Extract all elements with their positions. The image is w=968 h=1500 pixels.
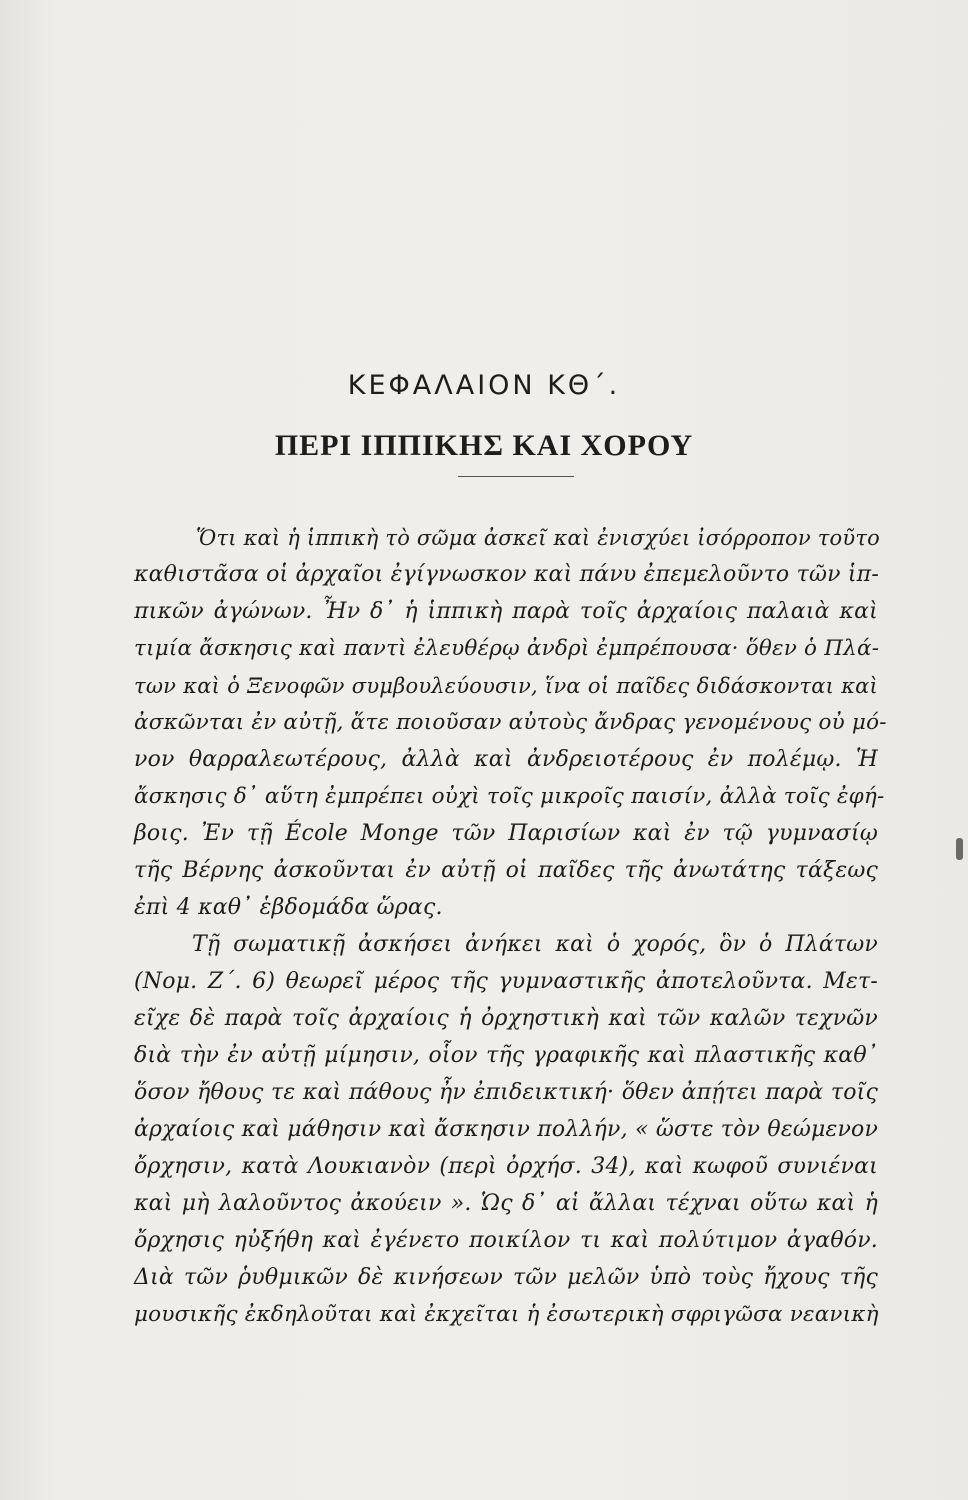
text-line: μουσικῆς ἐκδηλοῦται καὶ ἐκχεῖται ἡ ἐσωτερικὴ σφριγῶσα νεανικὴ: [134, 1302, 879, 1327]
text-line: ὄρχησιν, κατὰ Λουκιανὸν (περὶ ὀρχήσ. 34), καὶ κωφοῦ συνιέναι: [134, 1154, 878, 1179]
text-line: (Νομ. Ζ΄. 6) θεωρεῖ μέρος τῆς γυμναστικῆς ἀποτελοῦντα. Μετ-: [134, 969, 878, 994]
text-line: ἀρχαίοις καὶ μάθησιν καὶ ἄσκησιν πολλήν, « ὥστε τὸν θεώμενον: [134, 1117, 879, 1142]
chapter-subtitle: ΠΕΡΙ ΙΠΠΙΚΗΣ ΚΑΙ ΧΟΡΟΥ: [274, 428, 694, 462]
text-line: Ὅτι καὶ ἡ ἱππικὴ τὸ σῶμα ἀσκεῖ καὶ ἐνισχύει ἰσόρροπον τοῦτο: [196, 526, 881, 550]
text-line: Διὰ τῶν ῥυθμικῶν δὲ κινήσεων τῶν μελῶν ὑπὸ τοὺς ἤχους τῆς: [134, 1265, 878, 1290]
text-line: ἀσκῶνται ἐν αὐτῇ, ἅτε ποιοῦσαν αὐτοὺς ἄνδρας γενομένους οὐ μό-: [134, 710, 887, 735]
text-line: καὶ μὴ λαλοῦντος ἀκούειν ». Ὡς δ᾽ αἱ ἄλλαι τέχναι οὕτω καὶ ἡ: [134, 1191, 878, 1216]
text-line: ἄσκησις δ᾽ αὕτη ἐμπρέπει οὐχὶ τοῖς μικροῖς παισίν, ἀλλὰ τοῖς ἐφή-: [134, 784, 885, 809]
text-line: τῆς Βέρνης ἀσκοῦνται ἐν αὐτῇ οἱ παῖδες τῆς ἀνωτάτης τάξεως: [134, 858, 878, 883]
show-through-shadow: [150, 150, 870, 171]
text-line: ὄρχησις ηὐξήθη καὶ ἐγένετο ποικίλον τι καὶ πολύτιμον ἀγαθόν.: [134, 1228, 878, 1253]
chapter-heading: ΚΕΦΑΛΑΙΟΝ ΚΘ΄.: [347, 370, 621, 402]
text-line: τιμία ἄσκησις καὶ παντὶ ἐλευθέρῳ ἀνδρὶ ἐμπρέπουσα· ὅθεν ὁ Πλά-: [134, 636, 880, 661]
text-line: καθιστᾶσα οἱ ἀρχαῖοι ἐγίγνωσκον καὶ πάνυ ἐπεμελοῦντο τῶν ἱπ-: [134, 562, 879, 587]
text-line: πικῶν ἀγώνων. Ἦν δ᾽ ἡ ἱππικὴ παρὰ τοῖς ἀρχαίοις παλαιὰ καὶ: [134, 599, 878, 624]
text-line: ἐπὶ 4 καθ᾽ ἑβδομάδα ὥρας.: [134, 895, 443, 920]
text-line: βοις. Ἐν τῇ École Monge τῶν Παρισίων καὶ ἐν τῷ γυμνασίῳ: [134, 821, 878, 846]
text-line: των καὶ ὁ Ξενοφῶν συμβουλεύουσιν, ἵνα οἱ παῖδες διδάσκονται καὶ: [134, 674, 878, 698]
text-line: εῖχε δὲ παρὰ τοῖς ἀρχαίοις ἡ ὀρχηστικὴ καὶ τῶν καλῶν τεχνῶν: [134, 1006, 878, 1031]
text-line: ὅσον ἤθους τε καὶ πάθους ἦν ἐπιδεικτική· ὅθεν ἀπῄτει παρὰ τοῖς: [134, 1080, 878, 1105]
title-divider: [458, 476, 574, 477]
text-line: Τῇ σωματικῇ ἀσκήσει ἀνήκει καὶ ὁ χορός, ὃν ὁ Πλάτων: [192, 932, 878, 957]
margin-ink-mark: [956, 838, 963, 860]
text-line: διὰ τὴν ἐν αὐτῇ μίμησιν, οἷον τῆς γραφικῆς καὶ πλαστικῆς καθ᾽: [134, 1043, 878, 1068]
text-line: νον θαρραλεωτέρους, ἀλλὰ καὶ ἀνδρειοτέρους ἐν πολέμῳ. Ἡ: [134, 747, 878, 772]
